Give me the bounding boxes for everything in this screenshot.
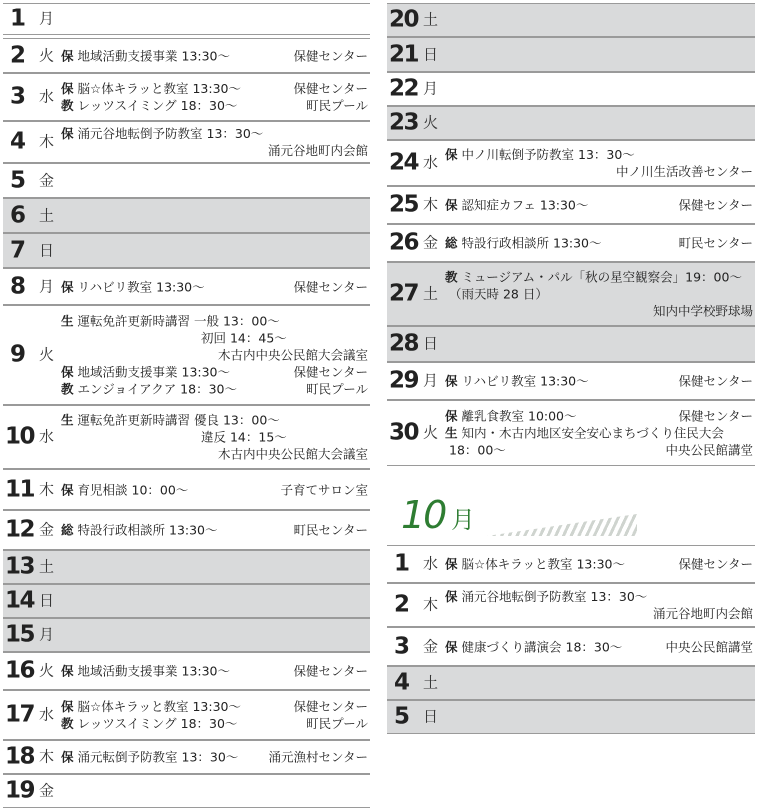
event-text: 特設行政相談所 13:30～ xyxy=(461,235,602,251)
event-venue: 保健センター xyxy=(293,48,368,63)
event-subtime: 初回 14：45～ xyxy=(201,330,287,346)
event-line xyxy=(61,481,368,498)
day-number: 6 xyxy=(10,202,25,228)
event-list xyxy=(61,698,368,732)
weekday-label: 日 xyxy=(39,241,55,259)
day-number: 23 xyxy=(389,109,419,136)
weekday-label: 日 xyxy=(39,591,55,610)
day-row xyxy=(3,405,370,469)
day-number: 14 xyxy=(5,587,35,614)
day-number: 10 xyxy=(5,423,35,450)
day-number: 1 xyxy=(394,550,409,577)
day-row xyxy=(3,740,370,774)
weekday-label: 月 xyxy=(39,625,55,644)
event-line xyxy=(61,80,368,97)
weekday-label: 木 xyxy=(39,747,55,766)
day-number: 21 xyxy=(389,41,419,67)
category-badge: 保 xyxy=(61,663,74,679)
weekday-label: 木 xyxy=(423,595,439,614)
day-number: 18 xyxy=(5,743,35,770)
event-text: 涌元谷地転倒予防教室 13：30～ xyxy=(77,126,264,141)
day-number: 4 xyxy=(394,669,409,696)
category-badge: 保 xyxy=(445,147,458,162)
weekday-label: 火 xyxy=(39,46,55,64)
event-venue: 涌元谷地町内会館 xyxy=(267,143,368,158)
event-text: レッツスイミング 18：30～ xyxy=(77,98,238,113)
weekday-label: 火 xyxy=(423,423,439,442)
weekday-label: 土 xyxy=(39,557,55,576)
event-venue: 保健センター xyxy=(678,373,753,389)
event-line xyxy=(61,749,368,766)
event-venue: 知内中学校野球場 xyxy=(652,303,753,319)
weekday-label: 月 xyxy=(423,371,439,390)
event-venue: 中ノ川生活改善センター xyxy=(615,164,753,179)
event-venue: 中央公民館講堂 xyxy=(665,442,753,458)
event-venue: 木古内中央公民館大会議室 xyxy=(217,446,368,462)
event-text: 離乳食教室 10:00～ xyxy=(461,408,577,424)
event-line xyxy=(445,303,753,320)
event-text: 運転免許更新時講習 一般 13：00～ xyxy=(77,313,280,329)
event-line xyxy=(445,408,753,425)
day-row xyxy=(387,262,755,326)
event-line xyxy=(61,446,368,463)
event-line xyxy=(445,197,753,214)
day-row xyxy=(3,198,370,233)
october-heading-unit: 月 xyxy=(451,506,475,534)
event-list xyxy=(61,80,368,114)
weekday-label: 金 xyxy=(423,637,439,655)
weekday-label: 水 xyxy=(423,153,439,172)
category-badge: 保 xyxy=(61,126,74,141)
event-list xyxy=(445,269,753,320)
event-list xyxy=(445,638,753,655)
category-badge: 保 xyxy=(61,482,74,497)
event-line xyxy=(61,125,368,142)
event-venue: 涌元谷地町内会館 xyxy=(652,606,753,621)
october-heading-number: 10 xyxy=(401,493,446,537)
event-text: 涌元谷地転倒予防教室 13：30～ xyxy=(461,589,648,604)
day-row xyxy=(387,583,755,627)
category-badge: 保 xyxy=(445,408,458,424)
weekday-label: 金 xyxy=(39,520,55,539)
day-row xyxy=(387,545,755,583)
day-row xyxy=(3,38,370,73)
event-venue: 保健センター xyxy=(293,279,368,294)
event-line xyxy=(445,556,753,573)
event-list xyxy=(445,373,753,390)
event-list xyxy=(61,481,368,498)
category-badge: 保 xyxy=(445,556,458,572)
day-number: 22 xyxy=(389,75,419,102)
day-row xyxy=(3,510,370,550)
day-row xyxy=(3,268,370,305)
day-number: 29 xyxy=(389,367,419,394)
day-number: 24 xyxy=(389,149,419,176)
weekday-label: 火 xyxy=(39,661,55,680)
day-row xyxy=(387,140,755,186)
event-list xyxy=(445,235,753,252)
day-number: 20 xyxy=(389,6,419,33)
event-venue: 保健センター xyxy=(678,197,753,213)
event-text: 脳☆体キラッと教室 13:30～ xyxy=(77,81,241,96)
day-row xyxy=(387,326,755,362)
event-text: リハビリ教室 13:30～ xyxy=(461,373,589,389)
event-line xyxy=(61,313,368,330)
category-badge: 総 xyxy=(445,235,458,251)
event-line xyxy=(445,442,753,459)
event-line xyxy=(445,163,753,180)
day-row xyxy=(3,618,370,652)
day-number: 7 xyxy=(10,237,25,263)
event-line xyxy=(445,146,753,163)
event-line xyxy=(61,142,368,159)
day-number: 8 xyxy=(10,273,25,299)
event-venue: 子育てサロン室 xyxy=(280,482,368,497)
event-venue: 保健センター xyxy=(678,556,753,572)
weekday-label: 水 xyxy=(39,87,55,106)
event-list xyxy=(61,749,368,766)
weekday-label: 金 xyxy=(423,233,439,252)
category-badge: 保 xyxy=(61,279,74,294)
category-badge: 保 xyxy=(445,639,458,654)
day-row xyxy=(387,72,755,106)
day-row xyxy=(387,627,755,666)
event-text: 地域活動支援事業 13:30～ xyxy=(77,48,231,63)
event-list xyxy=(61,125,368,159)
event-list xyxy=(61,663,368,680)
event-list xyxy=(445,197,753,214)
day-number: 2 xyxy=(10,42,25,68)
category-badge: 総 xyxy=(61,522,74,538)
day-number: 13 xyxy=(5,553,35,580)
category-badge: 生 xyxy=(61,313,74,329)
weekday-label: 日 xyxy=(423,707,439,726)
event-line xyxy=(61,412,368,429)
day-row xyxy=(3,584,370,618)
event-venue: 保健センター xyxy=(293,81,368,96)
weekday-label: 水 xyxy=(39,705,55,724)
event-text: 認知症カフェ 13:30～ xyxy=(461,197,589,213)
weekday-label: 木 xyxy=(39,132,55,151)
category-badge: 教 xyxy=(445,269,458,285)
event-line xyxy=(445,373,753,390)
day-row xyxy=(3,469,370,510)
event-text: 運転免許更新時講習 優良 13：00～ xyxy=(77,412,280,428)
day-number: 1 xyxy=(10,5,25,32)
event-venue: 町民プール xyxy=(306,381,368,397)
event-venue: 保健センター xyxy=(293,699,368,714)
day-number: 12 xyxy=(5,516,35,543)
event-line xyxy=(445,638,753,655)
weekday-label: 水 xyxy=(423,554,439,573)
event-list xyxy=(445,556,753,573)
event-text: 育児相談 10：00～ xyxy=(77,482,189,497)
day-row xyxy=(3,690,370,740)
event-line xyxy=(61,347,368,364)
event-line xyxy=(61,698,368,715)
weekday-label: 土 xyxy=(423,284,439,303)
weekday-label: 金 xyxy=(39,171,55,189)
event-line xyxy=(61,429,368,446)
day-number: 3 xyxy=(10,83,25,110)
event-text: レッツスイミング 18：30～ xyxy=(77,716,238,731)
event-subtime: 違反 14：15～ xyxy=(201,429,287,445)
day-number: 30 xyxy=(389,419,419,446)
category-badge: 教 xyxy=(61,98,74,113)
event-text: 涌元転倒予防教室 13：30～ xyxy=(77,749,239,765)
event-venue: 保健センター xyxy=(678,408,753,424)
day-number: 2 xyxy=(394,591,409,618)
weekday-label: 月 xyxy=(39,9,55,28)
event-list xyxy=(61,412,368,463)
category-badge: 保 xyxy=(61,81,74,96)
day-row xyxy=(387,700,755,734)
event-venue: 木古内中央公民館大会議室 xyxy=(217,347,368,363)
event-line xyxy=(445,425,753,442)
day-row xyxy=(387,666,755,700)
weekday-label: 日 xyxy=(423,45,439,63)
event-text: 脳☆体キラッと教室 13:30～ xyxy=(461,556,625,572)
day-row xyxy=(3,3,370,35)
event-list xyxy=(445,408,753,459)
october-heading xyxy=(401,493,636,541)
event-text: エンジョイアクア 18：30～ xyxy=(77,381,237,397)
day-row xyxy=(3,550,370,584)
decorative-stripes xyxy=(487,514,637,536)
event-text: 地域活動支援事業 13:30～ xyxy=(77,663,231,679)
day-row xyxy=(3,121,370,163)
day-number: 9 xyxy=(10,341,25,368)
weekday-label: 木 xyxy=(423,195,439,214)
day-number: 25 xyxy=(389,191,419,218)
day-row xyxy=(387,186,755,224)
event-line xyxy=(61,330,368,347)
event-line xyxy=(61,522,368,539)
day-row xyxy=(3,774,370,808)
event-text: 地域活動支援事業 13:30～ xyxy=(77,364,231,380)
category-badge: 保 xyxy=(445,589,458,604)
day-number: 5 xyxy=(10,167,25,193)
day-row xyxy=(3,652,370,690)
event-line xyxy=(445,605,753,622)
day-row xyxy=(3,305,370,405)
event-list xyxy=(61,47,368,64)
event-venue: 中央公民館講堂 xyxy=(665,639,753,654)
day-number: 28 xyxy=(389,330,419,357)
day-row xyxy=(387,362,755,400)
category-badge: 教 xyxy=(61,716,74,731)
event-text: 中ノ川転倒予防教室 13：30～ xyxy=(461,147,635,162)
event-line xyxy=(61,97,368,114)
event-venue: 町民プール xyxy=(306,716,368,731)
category-badge: 教 xyxy=(61,381,74,397)
event-venue: 町民センター xyxy=(678,235,753,251)
event-text: 知内・木古内地区安全安心まちづくり住民大会 xyxy=(461,425,724,441)
day-row xyxy=(3,233,370,268)
day-number: 17 xyxy=(5,701,35,728)
event-line xyxy=(61,278,368,295)
category-badge: 保 xyxy=(61,48,74,63)
weekday-label: 土 xyxy=(39,206,55,224)
category-badge: 保 xyxy=(61,699,74,714)
event-note: 18：00～ xyxy=(449,442,506,458)
weekday-label: 土 xyxy=(423,10,439,29)
event-venue: 涌元漁村センター xyxy=(268,749,368,765)
category-badge: 保 xyxy=(61,749,74,765)
weekday-label: 火 xyxy=(423,113,439,132)
weekday-label: 土 xyxy=(423,673,439,692)
day-number: 19 xyxy=(5,777,35,804)
day-row xyxy=(387,3,755,37)
day-number: 4 xyxy=(10,128,25,155)
category-badge: 保 xyxy=(445,197,458,213)
day-number: 16 xyxy=(5,657,35,684)
event-list xyxy=(445,588,753,622)
event-text: リハビリ教室 13:30～ xyxy=(77,279,205,294)
weekday-label: 月 xyxy=(423,79,439,98)
event-text: 特設行政相談所 13:30～ xyxy=(77,522,218,538)
day-row xyxy=(3,163,370,198)
day-number: 5 xyxy=(394,703,409,730)
weekday-label: 金 xyxy=(39,781,55,800)
event-text: 脳☆体キラッと教室 13:30～ xyxy=(77,699,241,714)
day-row xyxy=(387,106,755,140)
weekday-label: 火 xyxy=(39,345,55,364)
weekday-label: 水 xyxy=(39,427,55,446)
category-badge: 保 xyxy=(445,373,458,389)
event-text: 健康づくり講演会 18：30～ xyxy=(461,639,623,654)
event-note: （雨天時 28 日） xyxy=(449,286,548,302)
day-number: 3 xyxy=(394,633,409,659)
event-line xyxy=(61,663,368,680)
day-row xyxy=(387,224,755,262)
event-list xyxy=(61,278,368,295)
weekday-label: 木 xyxy=(39,480,55,498)
day-row xyxy=(3,73,370,121)
event-line xyxy=(61,364,368,381)
event-line xyxy=(61,381,368,398)
event-line xyxy=(61,47,368,64)
event-line xyxy=(445,235,753,252)
weekday-label: 月 xyxy=(39,277,55,295)
day-number: 27 xyxy=(389,280,419,307)
event-line xyxy=(445,286,753,303)
event-list xyxy=(61,313,368,398)
event-line xyxy=(445,269,753,286)
day-number: 26 xyxy=(389,229,419,256)
event-text: ミュージアム・パル「秋の星空観察会」19：00～ xyxy=(461,269,742,285)
category-badge: 生 xyxy=(61,412,74,428)
event-venue: 町民センター xyxy=(293,522,368,538)
event-list xyxy=(445,146,753,180)
weekday-label: 日 xyxy=(423,334,439,353)
event-list xyxy=(61,522,368,539)
event-venue: 町民プール xyxy=(306,98,368,113)
day-number: 15 xyxy=(5,621,35,648)
event-line xyxy=(445,588,753,605)
event-venue: 保健センター xyxy=(293,364,368,380)
day-number: 11 xyxy=(5,476,35,502)
day-row xyxy=(387,400,755,466)
event-line xyxy=(61,715,368,732)
day-row xyxy=(387,37,755,72)
category-badge: 生 xyxy=(445,425,458,441)
event-venue: 保健センター xyxy=(293,663,368,679)
category-badge: 保 xyxy=(61,364,74,380)
